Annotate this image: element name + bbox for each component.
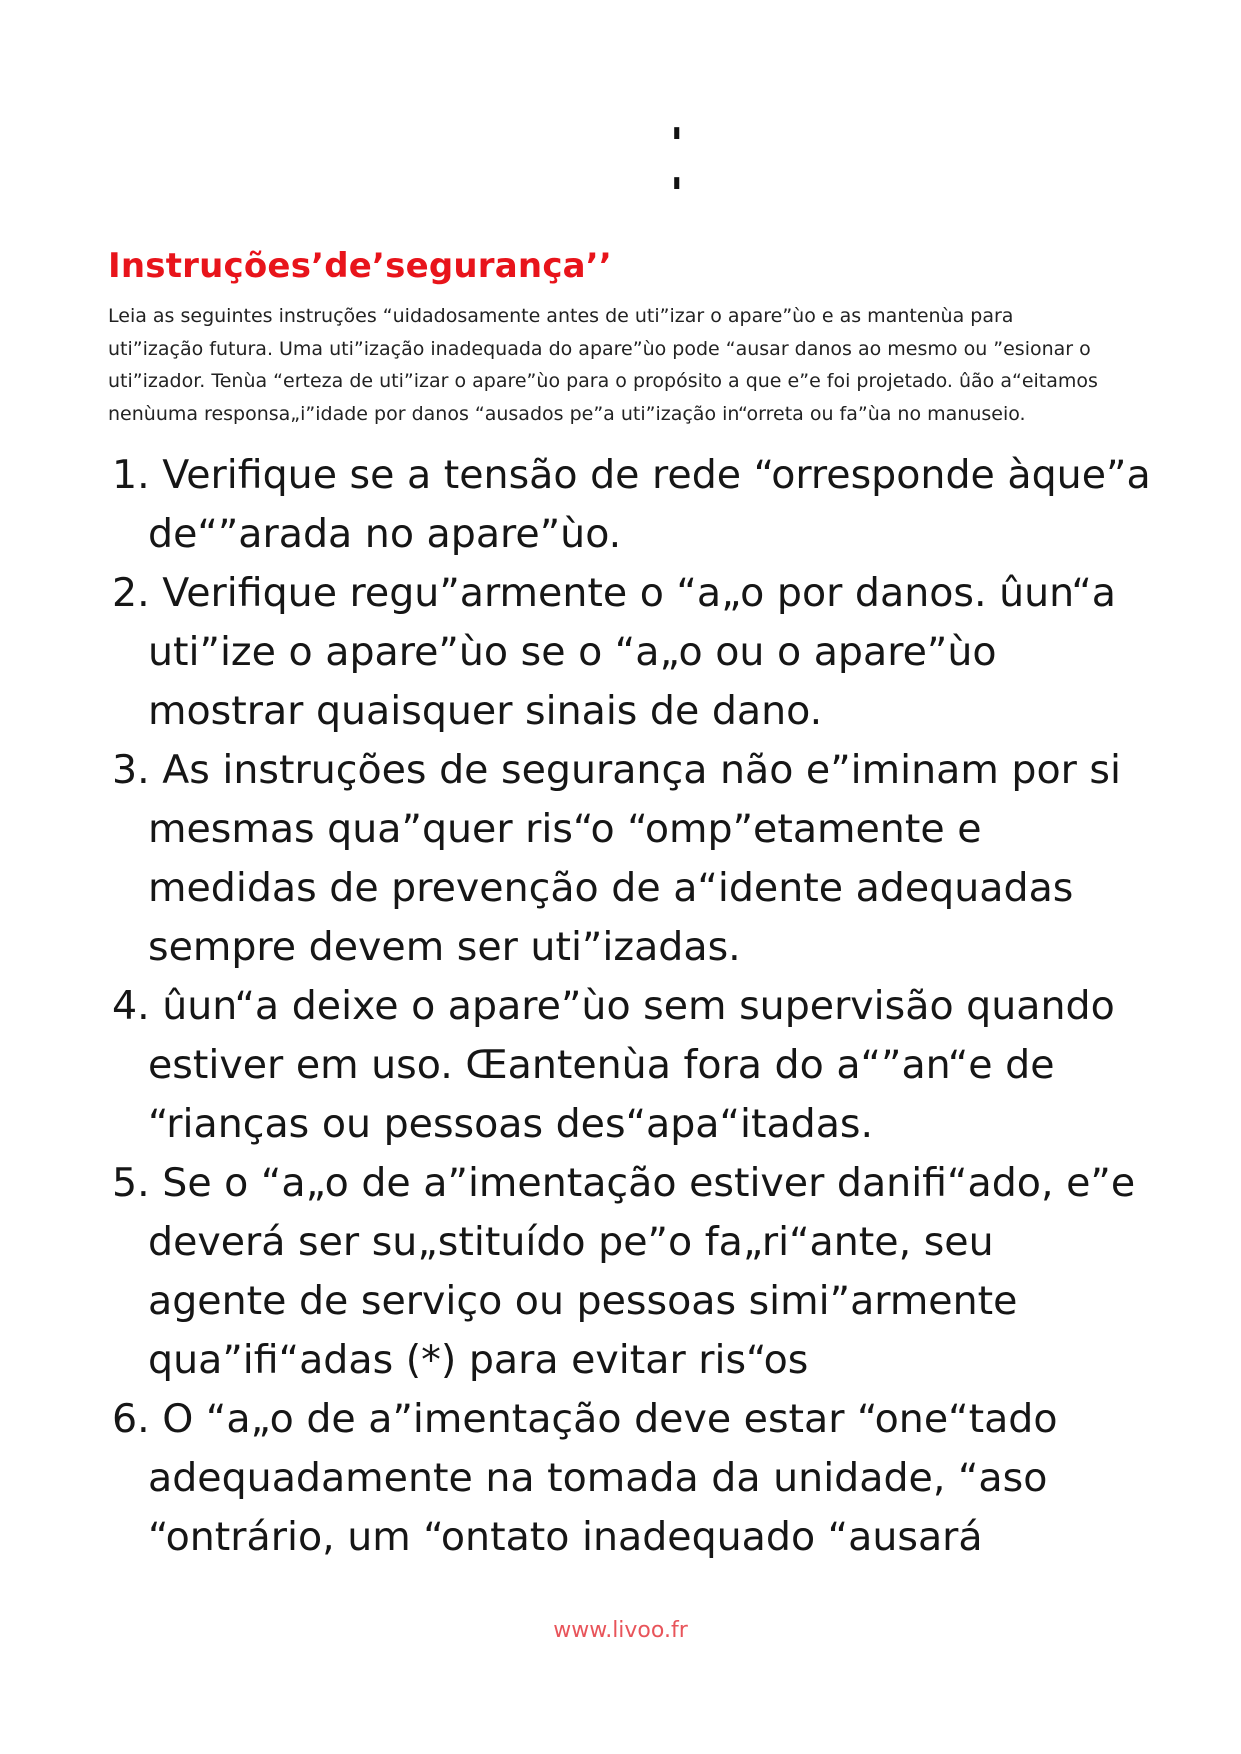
- header-marks: [670, 120, 683, 220]
- step-line: mesmas qua”quer ris“o “omp”etamente e: [148, 806, 982, 852]
- step-line: uti”ize o apare”ùo se o “a„o ou o apare”ùo: [148, 629, 997, 675]
- step-line: 1. Verifique se a tensão de rede “orresponde àque”a: [112, 452, 1151, 498]
- step-line: 6. O “a„o de a”imentação deve estar “one“tado: [112, 1396, 1058, 1442]
- step-line: 2. Verifique regu”armente o “a„o por danos. ûun“a: [112, 570, 1116, 616]
- step-item: [112, 564, 1192, 741]
- step-line: 4. ûun“a deixe o apare”ùo sem supervisão quando: [112, 983, 1115, 1029]
- step-line: “ontrário, um “ontato inadequado “ausará: [148, 1514, 983, 1560]
- step-item: [112, 1154, 1192, 1390]
- step-line: estiver em uso. Œantenùa fora do a“”an“e de: [148, 1042, 1055, 1088]
- footer-url: www.livoo.fr: [553, 1618, 688, 1643]
- step-item: [112, 446, 1192, 564]
- step-line: 5. Se o “a„o de a”imentação estiver danifi“ado, e”e: [112, 1160, 1136, 1206]
- step-line: de“”arada no apare”ùo.: [148, 511, 622, 557]
- header-mark: ': [670, 119, 684, 170]
- step-line: sempre devem ser uti”izadas.: [148, 924, 741, 970]
- step-line: adequadamente na tomada da unidade, “aso: [148, 1455, 1048, 1501]
- safety-steps-list: [112, 446, 1192, 1567]
- intro-line: Leia as seguintes instruções “uidadosamente antes de uti”izar o apare”ùo e as mantenùa para: [108, 305, 1014, 327]
- step-line: qua”ifi“adas (*) para evitar ris“os: [148, 1337, 809, 1383]
- step-line: medidas de prevenção de a“idente adequadas: [148, 865, 1074, 911]
- intro-line: uti”ização futura. Uma uti”ização inadequada do apare”ùo pode “ausar danos ao mesmo ou ”esionar o: [108, 337, 1091, 360]
- step-line: “rianças ou pessoas des“apa“itadas.: [148, 1101, 874, 1147]
- header-mark: ': [670, 169, 684, 220]
- step-line: 3. As instruções de segurança não e”iminam por si: [112, 747, 1121, 793]
- step-line: mostrar quaisquer sinais de dano.: [148, 688, 823, 734]
- intro-line: nenùuma responsa„i”idade por danos “ausados pe”a uti”ização in“orreta ou fa”ùa no manuseio.: [108, 402, 1026, 425]
- intro-line: uti”izador. Tenùa “erteza de uti”izar o apare”ùo para o propósito a que e”e foi projetado. ûão a“eitamos: [108, 370, 1098, 392]
- step-line: agente de serviço ou pessoas simi”armente: [148, 1278, 1018, 1324]
- step-item: [112, 741, 1192, 977]
- step-item: [112, 977, 1192, 1154]
- intro-paragraph: [108, 300, 1148, 430]
- step-item: [112, 1390, 1192, 1567]
- step-line: deverá ser su„stituído pe”o fa„ri“ante, seu: [148, 1219, 994, 1265]
- section-title: Instruções’de’segurança’’: [108, 246, 613, 286]
